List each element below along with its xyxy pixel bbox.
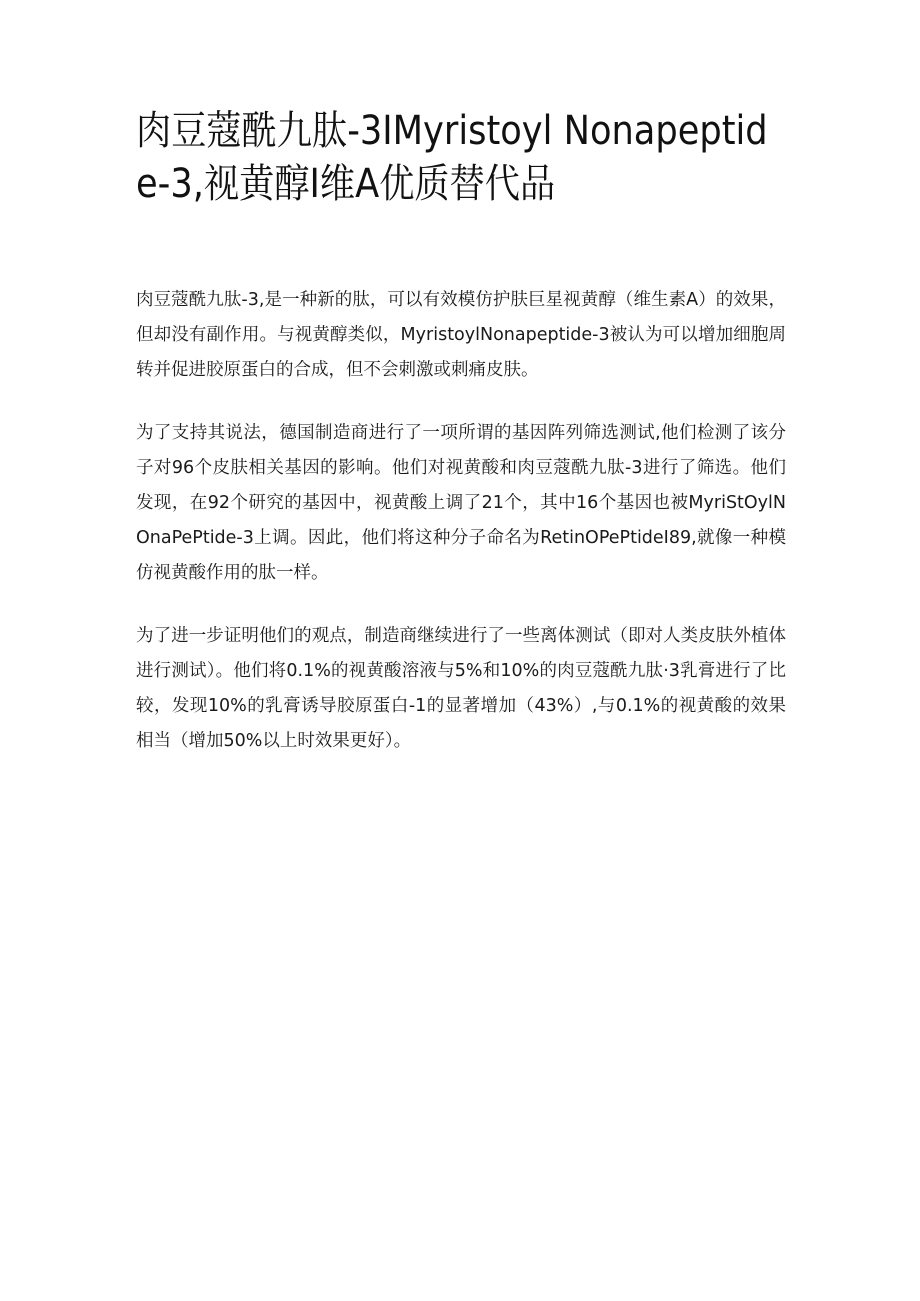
paragraph-3: 为了进一步证明他们的观点，制造商继续进行了一些离体测试（即对人类皮肤外植体进行测试）。他们将0.1%的视黄酸溶液与5%和10%的肉豆蔻酰九肽·3乳膏进行了比较，发现10%的乳膏诱导胶原蛋白-1的显著增加（43%）,与0.1%的视黄酸的效果相当（增加50%以上时效果更好）。 (136, 626, 786, 751)
document-title: 肉豆蔻酰九肽-3IMyristoyl Nonapeptide-3,视黄醇I维A优质替代品 (136, 108, 768, 207)
document-page (136, 105, 786, 787)
paragraph-2: 为了支持其说法，德国制造商进行了一项所谓的基因阵列筛选测试,他们检测了该分子对96个皮肤相关基因的影响。他们对视黄酸和肉豆蔻酰九肽-3进行了筛选。他们发现，在92个研究的基因中，视黄酸上调了21个，其中16个基因也被MyriStOylNOnaPePtide-3上调。因此，他们将这种分子命名为RetinOPePtideI89,就像一种模仿视黄酸作用的肽一样。 (136, 423, 786, 583)
document-body (136, 283, 786, 759)
paragraph-1: 肉豆蔻酰九肽-3,是一种新的肽，可以有效模仿护肤巨星视黄醇（维生素A）的效果，但却没有副作用。与视黄醇类似，MyristoylNonapeptide-3被认为可以增加细胞周转并促进胶原蛋白的合成，但不会刺激或刺痛皮肤。 (136, 290, 786, 380)
